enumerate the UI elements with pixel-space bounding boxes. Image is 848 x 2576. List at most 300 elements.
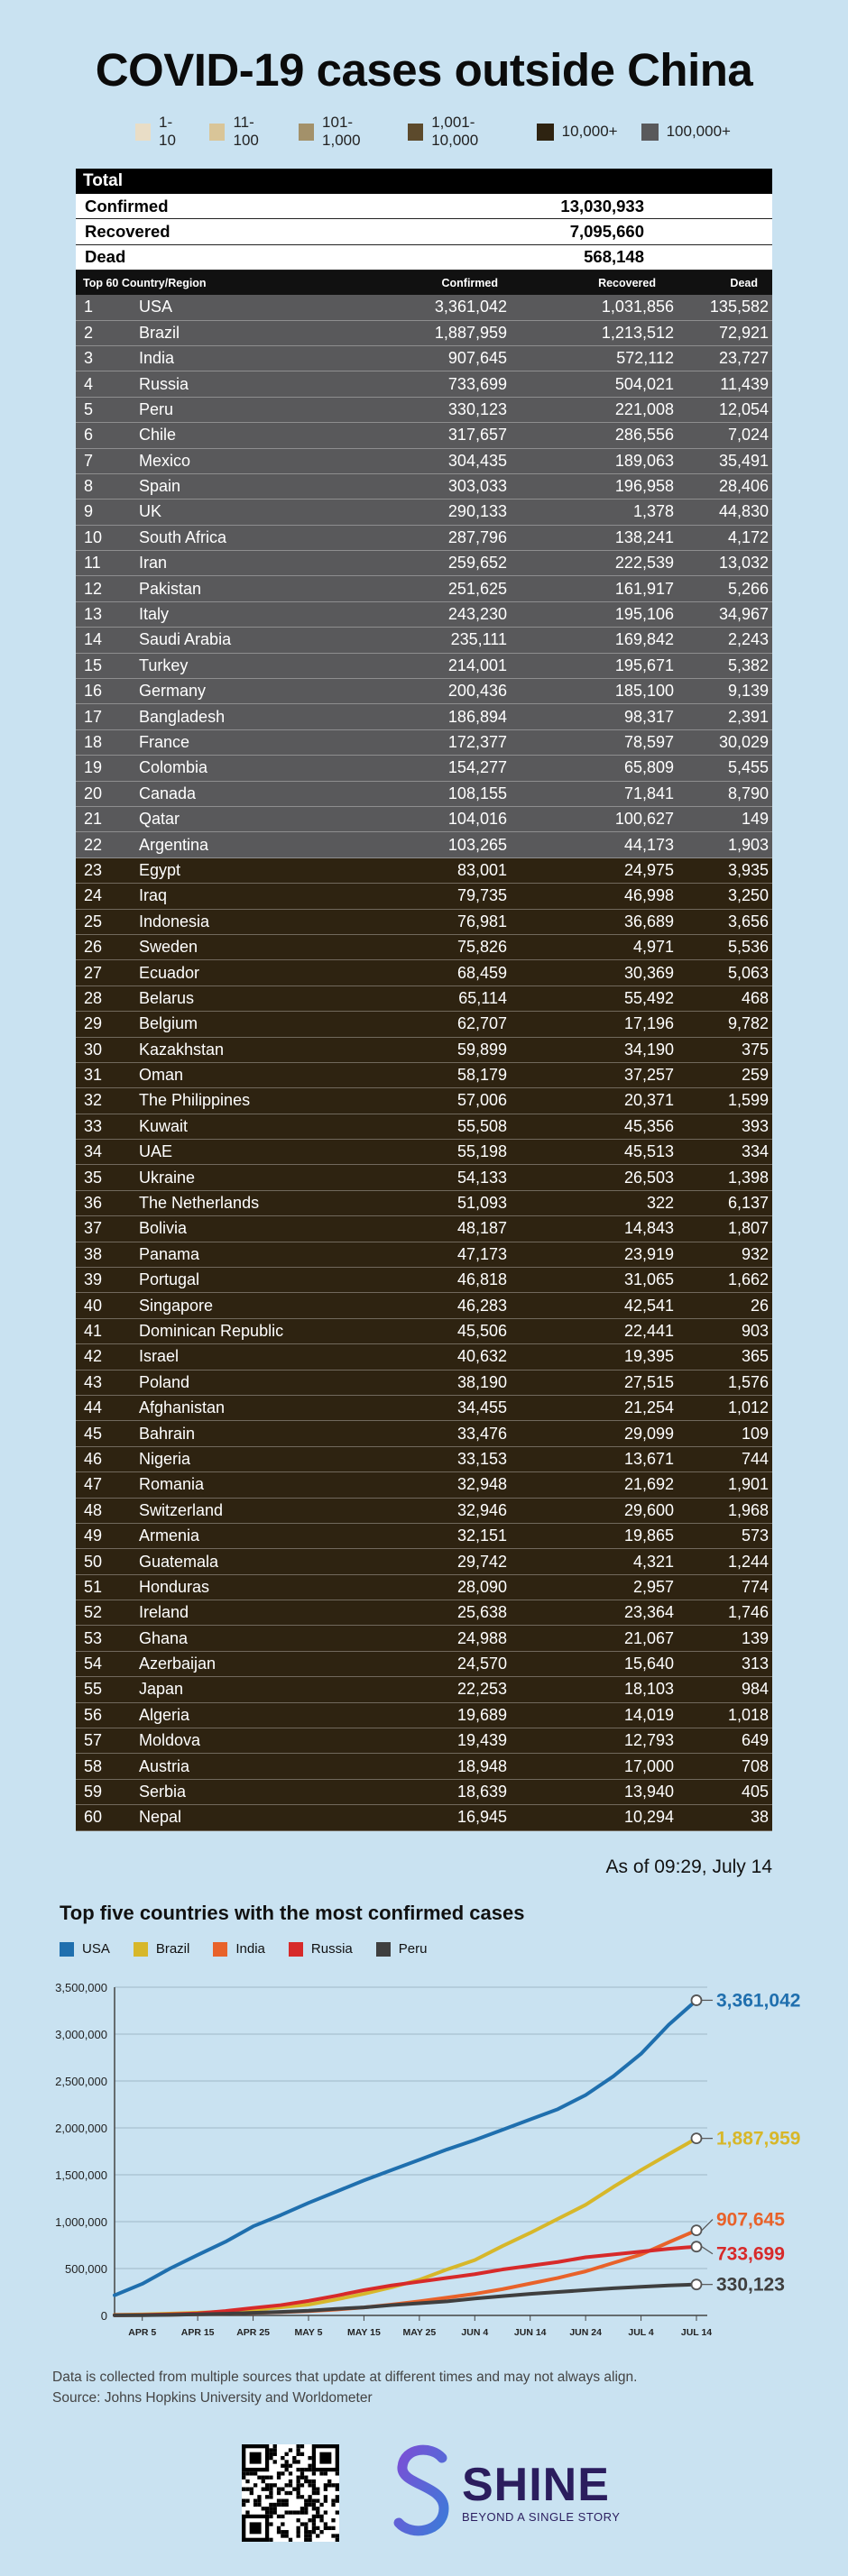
country-cell: Austria [139, 1756, 190, 1775]
confirmed-cell: 19,689 [456, 1705, 507, 1724]
rank-cell: 55 [84, 1680, 103, 1699]
country-cell: Singapore [139, 1296, 214, 1315]
confirmed-cell: 259,652 [447, 554, 507, 573]
chart-legend-label: USA [82, 1941, 110, 1957]
table-row [76, 960, 772, 985]
chart-legend-swatch [213, 1942, 227, 1957]
table-row [76, 551, 772, 576]
country-cell: Japan [139, 1680, 184, 1699]
dead-cell: 405 [741, 1783, 769, 1801]
confirmed-cell: 55,198 [456, 1142, 507, 1161]
table-row [76, 1191, 772, 1216]
confirmed-cell: 16,945 [456, 1808, 507, 1827]
totals-row [76, 194, 772, 219]
recovered-cell: 185,100 [614, 682, 674, 701]
dead-cell: 13,032 [718, 554, 769, 573]
totals-label: Recovered [85, 222, 171, 242]
confirmed-cell: 304,435 [447, 451, 507, 470]
dead-cell: 72,921 [718, 323, 769, 342]
confirmed-cell: 38,190 [456, 1372, 507, 1391]
confirmed-cell: 57,006 [456, 1091, 507, 1110]
dead-cell: 1,901 [727, 1475, 769, 1494]
country-cell: Bolivia [139, 1219, 188, 1238]
confirmed-cell: 103,265 [447, 835, 507, 854]
table-row [76, 756, 772, 781]
table-row [76, 1012, 772, 1037]
country-cell: Brazil [139, 323, 180, 342]
confirmed-cell: 32,948 [456, 1475, 507, 1494]
country-cell: The Philippines [139, 1091, 251, 1110]
legend-swatch [641, 124, 659, 141]
x-tick-label: JUN 14 [513, 2327, 547, 2338]
recovered-cell: 45,513 [623, 1142, 674, 1161]
rank-cell: 27 [84, 963, 103, 982]
x-tick-label: JUN 24 [569, 2327, 602, 2338]
country-cell: Canada [139, 784, 197, 802]
table-row [76, 1165, 772, 1190]
confirmed-cell: 75,826 [456, 938, 507, 957]
recovered-cell: 71,841 [623, 784, 674, 802]
country-cell: UK [139, 502, 162, 521]
header-dead: Dead [730, 276, 758, 289]
dead-cell: 6,137 [727, 1194, 769, 1213]
table-row [76, 1063, 772, 1088]
country-cell: Honduras [139, 1577, 210, 1596]
country-cell: Panama [139, 1244, 200, 1263]
recovered-cell: 20,371 [623, 1091, 674, 1110]
recovered-cell: 15,640 [623, 1655, 674, 1673]
dead-cell: 38 [750, 1808, 769, 1827]
rank-cell: 1 [84, 298, 94, 316]
rank-cell: 52 [84, 1603, 103, 1622]
country-cell: Algeria [139, 1705, 190, 1724]
dead-cell: 1,599 [727, 1091, 769, 1110]
chart-legend-item [289, 1941, 353, 1957]
table-row [76, 1549, 772, 1574]
country-cell: Qatar [139, 810, 180, 829]
confirmed-cell: 154,277 [447, 758, 507, 777]
table-row [76, 1703, 772, 1728]
legend-item [408, 114, 513, 150]
country-cell: Israel [139, 1347, 180, 1366]
rank-cell: 45 [84, 1424, 103, 1443]
recovered-cell: 18,103 [623, 1680, 674, 1699]
table-row [76, 474, 772, 500]
recovered-cell: 169,842 [614, 630, 674, 649]
rank-cell: 13 [84, 605, 103, 624]
recovered-cell: 98,317 [623, 707, 674, 726]
chart-legend-item [134, 1941, 190, 1957]
table-row [76, 1114, 772, 1140]
country-cell: Nigeria [139, 1449, 191, 1468]
table-row [76, 654, 772, 679]
recovered-cell: 27,515 [623, 1372, 674, 1391]
dead-cell: 5,382 [727, 655, 769, 674]
totals-title [76, 169, 772, 194]
page-title: COVID-19 cases outside China [95, 44, 753, 96]
table-row [76, 1780, 772, 1805]
header-rank_country: Top 60 Country/Region [83, 276, 207, 289]
series-end-label: 733,699 [716, 2243, 785, 2265]
confirmed-cell: 24,570 [456, 1655, 507, 1673]
dead-cell: 3,656 [727, 912, 769, 930]
rank-cell: 47 [84, 1475, 103, 1494]
country-cell: Spain [139, 477, 181, 496]
country-cell: Germany [139, 682, 207, 701]
confirmed-cell: 79,735 [456, 886, 507, 905]
table-row [76, 398, 772, 423]
legend-swatch [209, 124, 225, 141]
rank-cell: 30 [84, 1040, 103, 1059]
recovered-cell: 221,008 [614, 399, 674, 418]
chart-legend-swatch [134, 1942, 148, 1957]
dead-cell: 1,018 [727, 1705, 769, 1724]
dead-cell: 334 [741, 1142, 769, 1161]
confirmed-cell: 59,899 [456, 1040, 507, 1059]
recovered-cell: 22,441 [623, 1321, 674, 1340]
table-row [76, 371, 772, 397]
rank-cell: 41 [84, 1321, 103, 1340]
table-header [76, 270, 772, 295]
confirmed-cell: 287,796 [447, 527, 507, 546]
legend-swatch [135, 124, 151, 141]
chart-legend-label: Russia [310, 1941, 353, 1957]
table-row [76, 986, 772, 1012]
rank-cell: 38 [84, 1244, 103, 1263]
totals-label: Dead [85, 247, 126, 267]
recovered-cell: 21,067 [623, 1628, 674, 1647]
table-row [76, 807, 772, 832]
recovered-cell: 29,099 [623, 1424, 674, 1443]
country-cell: Poland [139, 1372, 190, 1391]
confirmed-cell: 214,001 [447, 655, 507, 674]
legend-label: 101-1,000 [322, 114, 361, 149]
rank-cell: 33 [84, 1116, 103, 1135]
table-row [76, 1319, 772, 1344]
table-row [76, 1677, 772, 1702]
legend-item [209, 114, 274, 150]
confirmed-cell: 172,377 [447, 733, 507, 751]
chart-legend-item [213, 1941, 265, 1957]
y-tick-label: 500,000 [65, 2262, 107, 2276]
series-end-marker [692, 2133, 702, 2143]
dead-cell: 984 [741, 1680, 769, 1699]
rank-cell: 60 [84, 1808, 103, 1827]
country-cell: Saudi Arabia [139, 630, 232, 649]
totals-row [76, 219, 772, 244]
rank-cell: 58 [84, 1756, 103, 1775]
dead-cell: 12,054 [718, 399, 769, 418]
chart-legend-item [60, 1941, 110, 1957]
legend-swatch [537, 124, 554, 141]
recovered-cell: 55,492 [623, 988, 674, 1007]
y-tick-label: 2,000,000 [55, 2122, 107, 2135]
legend-item [537, 123, 618, 141]
legend-item [299, 114, 384, 150]
recovered-cell: 138,241 [614, 527, 674, 546]
rank-cell: 37 [84, 1219, 103, 1238]
country-cell: Azerbaijan [139, 1655, 217, 1673]
x-tick-label: MAY 25 [402, 2327, 437, 2338]
table-row [76, 1524, 772, 1549]
country-cell: Oman [139, 1066, 184, 1085]
rank-cell: 21 [84, 810, 103, 829]
legend-label: 1-10 [158, 114, 176, 149]
y-tick-label: 1,500,000 [55, 2168, 107, 2182]
country-cell: Kuwait [139, 1116, 189, 1135]
confirmed-cell: 251,625 [447, 579, 507, 598]
rank-cell: 40 [84, 1296, 103, 1315]
recovered-cell: 17,196 [623, 1014, 674, 1033]
table-row [76, 1600, 772, 1626]
country-cell: Portugal [139, 1270, 200, 1289]
country-cell: Bahrain [139, 1424, 196, 1443]
confirmed-cell: 46,818 [456, 1270, 507, 1289]
dead-cell: 11,439 [720, 374, 769, 393]
dead-cell: 2,243 [727, 630, 769, 649]
chart-legend-swatch [376, 1942, 391, 1957]
dead-cell: 8,790 [727, 784, 769, 802]
table-row [76, 1447, 772, 1472]
color-legend [135, 114, 731, 150]
recovered-cell: 100,627 [614, 810, 674, 829]
confirmed-cell: 54,133 [456, 1168, 507, 1187]
dead-cell: 313 [741, 1655, 769, 1673]
table-row [76, 1344, 772, 1370]
dead-cell: 375 [741, 1040, 769, 1059]
series-end-label: 3,361,042 [716, 1990, 801, 2012]
confirmed-cell: 47,173 [456, 1244, 507, 1263]
dead-cell: 23,727 [718, 349, 769, 368]
brand-name: SHINE [462, 2458, 610, 2511]
country-cell: Ecuador [139, 963, 200, 982]
rank-cell: 54 [84, 1655, 103, 1673]
confirmed-cell: 3,361,042 [434, 298, 507, 316]
table-row [76, 628, 772, 653]
country-cell: Afghanistan [139, 1398, 226, 1417]
dead-cell: 139 [741, 1628, 769, 1647]
confirmed-cell: 29,742 [456, 1552, 507, 1571]
table-row [76, 1805, 772, 1830]
dead-cell: 3,250 [727, 886, 769, 905]
confirmed-cell: 907,645 [447, 349, 507, 368]
confirmed-cell: 104,016 [447, 810, 507, 829]
dead-cell: 5,063 [727, 963, 769, 982]
legend-label: 1,001-10,000 [431, 114, 479, 149]
x-tick-label: MAY 15 [347, 2327, 381, 2338]
country-cell: Kazakhstan [139, 1040, 225, 1059]
rank-cell: 18 [84, 733, 103, 751]
confirmed-cell: 45,506 [456, 1321, 507, 1340]
dead-cell: 5,266 [727, 579, 769, 598]
rank-cell: 50 [84, 1552, 103, 1571]
qr-code [242, 2444, 339, 2542]
recovered-cell: 13,671 [623, 1449, 674, 1468]
country-cell: Bangladesh [139, 707, 226, 726]
table-row [76, 1216, 772, 1242]
dead-cell: 35,491 [718, 451, 769, 470]
rank-cell: 57 [84, 1731, 103, 1750]
table-row [76, 782, 772, 807]
recovered-cell: 222,539 [614, 554, 674, 573]
country-cell: Belgium [139, 1014, 198, 1033]
recovered-cell: 42,541 [623, 1296, 674, 1315]
dead-cell: 649 [741, 1731, 769, 1750]
country-cell: Ukraine [139, 1168, 196, 1187]
table-row [76, 1371, 772, 1396]
recovered-cell: 572,112 [616, 349, 674, 368]
country-cell: Mexico [139, 451, 191, 470]
note-line: Data is collected from multiple sources that update at different times and may not always align. [52, 2370, 638, 2385]
confirmed-cell: 33,476 [456, 1424, 507, 1443]
confirmed-cell: 733,699 [447, 374, 507, 393]
country-cell: Ghana [139, 1628, 189, 1647]
country-cell: Sweden [139, 938, 198, 957]
country-cell: Colombia [139, 758, 208, 777]
confirmed-cell: 62,707 [456, 1014, 507, 1033]
table-row [76, 321, 772, 346]
rank-cell: 9 [84, 502, 94, 521]
legend-label: 11-100 [233, 114, 259, 149]
x-tick-label: JUL 4 [628, 2327, 654, 2338]
recovered-cell: 46,998 [623, 886, 674, 905]
table-row [76, 1242, 772, 1268]
rank-cell: 17 [84, 707, 103, 726]
country-cell: Iraq [139, 886, 168, 905]
table-row [76, 1728, 772, 1754]
country-cell: Indonesia [139, 912, 210, 930]
country-cell: Dominican Republic [139, 1321, 284, 1340]
recovered-cell: 504,021 [614, 374, 674, 393]
country-cell: Armenia [139, 1526, 200, 1545]
dead-cell: 365 [741, 1347, 769, 1366]
table-row [76, 346, 772, 371]
confirmed-cell: 108,155 [447, 784, 507, 802]
confirmed-cell: 32,946 [456, 1500, 507, 1519]
confirmed-cell: 317,657 [447, 426, 507, 445]
recovered-cell: 12,793 [623, 1731, 674, 1750]
table-row [76, 730, 772, 756]
country-cell: Pakistan [139, 579, 202, 598]
confirmed-cell: 290,133 [447, 502, 507, 521]
recovered-cell: 1,031,856 [601, 298, 674, 316]
table-row [76, 1088, 772, 1114]
series-end-label: 1,887,959 [716, 2128, 801, 2150]
totals-value: 7,095,660 [569, 222, 644, 242]
rank-cell: 15 [84, 655, 103, 674]
dead-cell: 30,029 [718, 733, 769, 751]
confirmed-cell: 34,455 [456, 1398, 507, 1417]
recovered-cell: 195,106 [614, 605, 674, 624]
series-end-label: 330,123 [716, 2274, 785, 2296]
dead-cell: 932 [741, 1244, 769, 1263]
dead-cell: 1,903 [727, 835, 769, 854]
confirmed-cell: 65,114 [458, 988, 507, 1007]
table-row [76, 884, 772, 909]
x-tick-label: APR 15 [180, 2327, 215, 2338]
recovered-cell: 21,254 [623, 1398, 674, 1417]
recovered-cell: 196,958 [614, 477, 674, 496]
dead-cell: 393 [741, 1116, 769, 1135]
rank-cell: 56 [84, 1705, 103, 1724]
recovered-cell: 17,000 [623, 1756, 674, 1775]
table-row [76, 1626, 772, 1651]
chart-legend-label: India [235, 1941, 265, 1957]
rank-cell: 11 [84, 554, 101, 573]
rank-cell: 42 [84, 1347, 103, 1366]
y-tick-label: 3,500,000 [55, 1981, 107, 1994]
header-confirmed: Confirmed [441, 276, 498, 289]
recovered-cell: 29,600 [623, 1500, 674, 1519]
table-row [76, 910, 772, 935]
rank-cell: 46 [84, 1449, 103, 1468]
country-cell: France [139, 733, 190, 751]
table-row [76, 1472, 772, 1498]
rank-cell: 23 [84, 860, 103, 879]
recovered-cell: 24,975 [623, 860, 674, 879]
recovered-cell: 286,556 [614, 426, 674, 445]
series-line-usa [115, 2000, 696, 2295]
recovered-cell: 1,213,512 [601, 323, 674, 342]
recovered-cell: 44,173 [623, 835, 674, 854]
rank-cell: 49 [84, 1526, 103, 1545]
cases-table [76, 169, 772, 1831]
rank-cell: 5 [84, 399, 94, 418]
line-chart [0, 1975, 848, 2362]
recovered-cell: 36,689 [623, 912, 674, 930]
rank-cell: 22 [84, 835, 103, 854]
country-cell: India [139, 349, 175, 368]
source-note [52, 2367, 637, 2408]
rank-cell: 36 [84, 1194, 103, 1213]
table-row [76, 500, 772, 525]
country-cell: South Africa [139, 527, 227, 546]
dead-cell: 1,576 [727, 1372, 769, 1391]
dead-cell: 1,968 [727, 1500, 769, 1519]
rank-cell: 53 [84, 1628, 103, 1647]
rank-cell: 43 [84, 1372, 103, 1391]
table-row [76, 602, 772, 628]
recovered-cell: 14,019 [623, 1705, 674, 1724]
y-tick-label: 0 [100, 2309, 107, 2323]
country-cell: UAE [139, 1142, 173, 1161]
confirmed-cell: 1,887,959 [434, 323, 507, 342]
rank-cell: 8 [84, 477, 94, 496]
confirmed-cell: 76,981 [456, 912, 507, 930]
series-label-leader [702, 2247, 713, 2254]
dead-cell: 1,012 [727, 1398, 769, 1417]
dead-cell: 109 [741, 1424, 769, 1443]
recovered-cell: 34,190 [623, 1040, 674, 1059]
table-row [76, 1499, 772, 1524]
recovered-cell: 2,957 [632, 1577, 674, 1596]
totals-value: 13,030,933 [560, 196, 644, 215]
legend-label: 100,000+ [666, 123, 731, 140]
confirmed-cell: 235,111 [450, 630, 507, 649]
rank-cell: 26 [84, 938, 103, 957]
totals-row [76, 245, 772, 270]
y-tick-label: 3,000,000 [55, 2028, 107, 2041]
chart-legend-item [376, 1941, 428, 1957]
table-row [76, 858, 772, 884]
rank-cell: 44 [84, 1398, 103, 1417]
series-end-marker [692, 1995, 702, 2005]
as-of-timestamp: As of 09:29, July 14 [605, 1856, 772, 1877]
country-cell: Belarus [139, 988, 195, 1007]
country-cell: Peru [139, 399, 174, 418]
rank-cell: 31 [84, 1066, 103, 1085]
rank-cell: 20 [84, 784, 103, 802]
